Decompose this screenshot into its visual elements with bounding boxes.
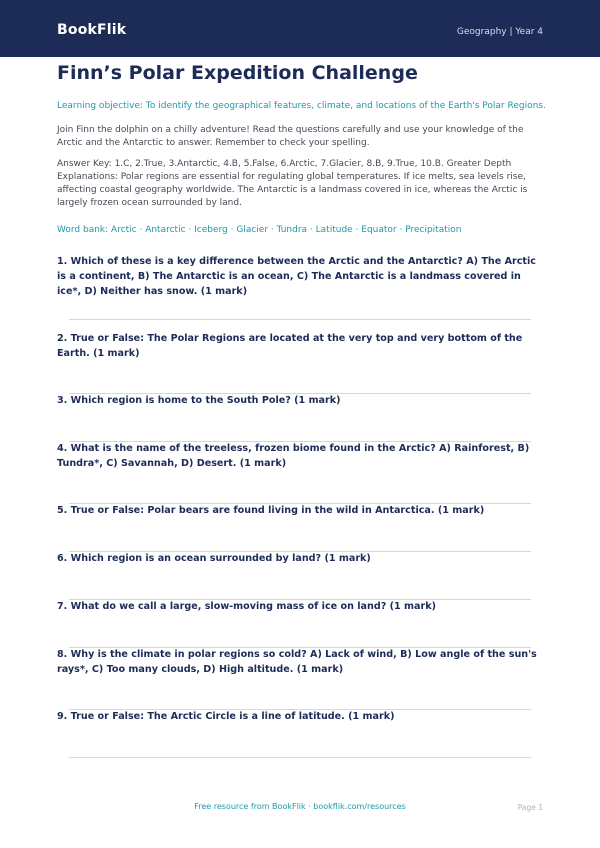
answer-line-1[interactable] <box>69 319 531 320</box>
question-9: 9. True or False: The Arctic Circle is a line of latitude. (1 mark) <box>57 711 395 722</box>
page-header <box>0 0 600 57</box>
brand-logo: BookFlik <box>57 22 127 38</box>
question-1: 1. Which of these is a key difference between the Arctic and the Antarctic? A) The Arctic is a continent, B) The Antarctic is an ocean, C) The Antarctic is a landmass covered in ice*, D) Neither has snow. (1 mark) <box>57 256 536 297</box>
intro-paragraph: Join Finn the dolphin on a chilly adventure! Read the questions carefully and use your knowledge of the Arctic and the Antarctic to answer. Remember to check your spelling. <box>57 125 524 148</box>
question-2: 2. True or False: The Polar Regions are located at the very top and very bottom of the Earth. (1 mark) <box>57 333 523 359</box>
word-bank: Word bank: Arctic · Antarctic · Iceberg · Glacier · Tundra · Latitude · Equator · Precipitation <box>57 225 462 235</box>
question-3: 3. Which region is home to the South Pole? (1 mark) <box>57 395 341 406</box>
page-title: Finn’s Polar Expedition Challenge <box>57 62 418 84</box>
answer-line-9[interactable] <box>69 757 531 758</box>
page-number: Page 1 <box>517 803 543 812</box>
answer-key: Answer Key: 1.C, 2.True, 3.Antarctic, 4.B, 5.False, 6.Arctic, 7.Glacier, 8.B, 9.True, 10.B. Greater Depth Explanations: Polar regions are essential for regulating global temperatures. If ice melts, sea levels rise, affecting coastal geography worldwide. The Antarctic is a landmass covered in ice, whereas the Arctic is largely frozen ocean surrounded by land. <box>57 159 528 208</box>
question-6: 6. Which region is an ocean surrounded by land? (1 mark) <box>57 553 371 564</box>
footer-credit: Free resource from BookFlik · bookflik.com/resources <box>194 802 406 811</box>
subject-year-label: Geography | Year 4 <box>456 27 543 37</box>
question-7: 7. What do we call a large, slow-moving mass of ice on land? (1 mark) <box>57 601 436 612</box>
question-5: 5. True or False: Polar bears are found living in the wild in Antarctica. (1 mark) <box>57 505 485 516</box>
question-8: 8. Why is the climate in polar regions so cold? A) Lack of wind, B) Low angle of the sun's rays*, C) Too many clouds, D) High altitude. (1 mark) <box>57 649 537 675</box>
question-4: 4. What is the name of the treeless, frozen biome found in the Arctic? A) Rainforest, B) Tundra*, C) Savannah, D) Desert. (1 mark) <box>57 443 530 469</box>
learning-objective: Learning objective: To identify the geographical features, climate, and locations of the Earth's Polar Regions. <box>57 101 546 111</box>
